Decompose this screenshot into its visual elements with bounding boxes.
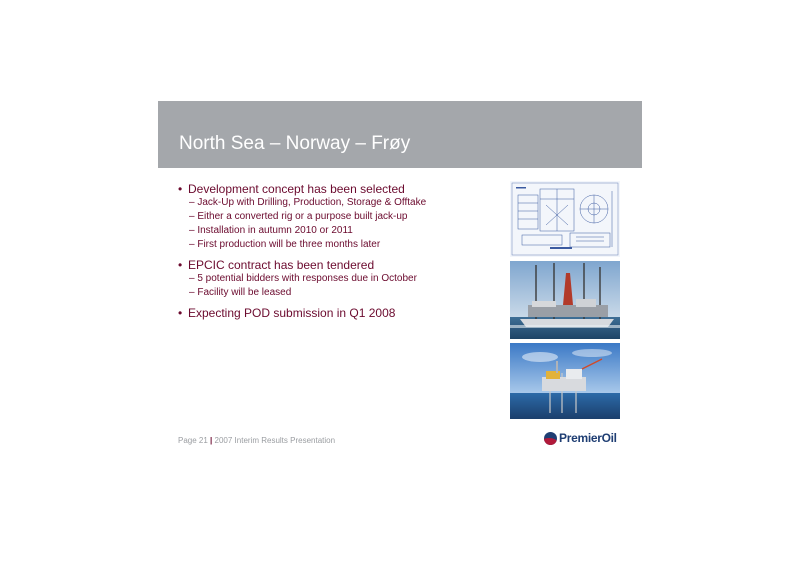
footer-caption: 2007 Interim Results Presentation [214,436,336,445]
sub-bullet: – Jack-Up with Drilling, Production, Storage & Offtake [189,197,427,208]
sub-bullet: – First production will be three months later [189,239,381,250]
engineering-drawing-image [510,181,620,257]
sub-bullet: – Either a converted rig or a purpose built jack-up [189,211,408,222]
sub-bullet: – Installation in autumn 2010 or 2011 [189,225,353,236]
bullet-3: • Expecting POD submission in Q1 2008 [178,306,498,320]
sub-bullet: – 5 potential bidders with responses due in October [189,273,417,284]
slide [158,101,642,451]
footer-separator: | [210,436,213,445]
title-bar [158,101,642,168]
bullet-list [178,182,498,326]
logo-text: PremierOil [559,431,617,445]
bullet-1: • Development concept has been selected [178,182,498,196]
bullet-group-2 [178,258,498,300]
premier-oil-logo [544,430,617,446]
bullet-group-3 [178,306,498,320]
page-number: Page 21 [178,436,208,445]
slide-title: North Sea – Norway – Frøy [179,133,411,154]
bullet-group-1 [178,182,498,252]
footer [178,436,335,445]
premier-oil-logo-icon [544,432,557,445]
jack-up-rig-photo [510,261,620,339]
bullet-2: • EPCIC contract has been tendered [178,258,498,272]
platform-render-image [510,343,620,419]
sub-bullet: – Facility will be leased [189,287,292,298]
